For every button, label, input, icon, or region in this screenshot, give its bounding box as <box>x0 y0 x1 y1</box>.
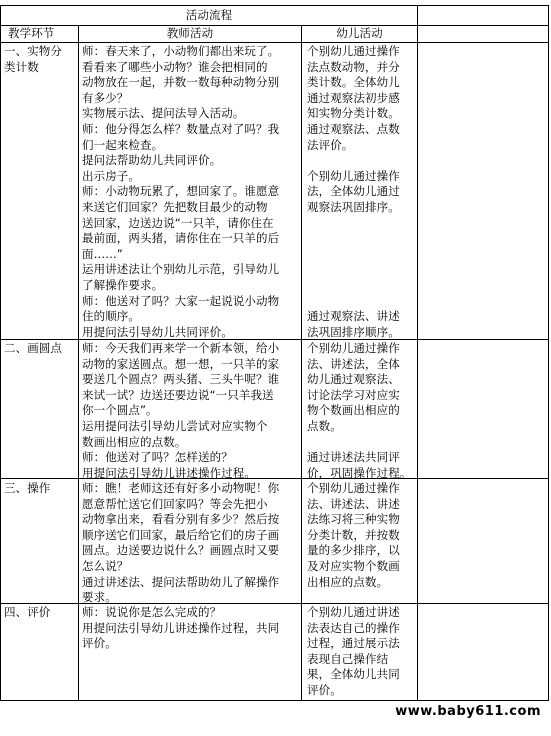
header-child-activity: 幼儿活动 <box>336 26 383 40</box>
header-teacher-activity: 教师活动 <box>166 26 214 40</box>
rule-top <box>0 5 549 6</box>
rule-col2 <box>301 25 302 701</box>
row4-child-activity: 个别幼儿通过讲述 法表达自己的操作 过程，通过展示法 表现自己操作结 果，全体幼儿共同 评价。 <box>307 605 400 697</box>
row4-teacher-activity: 师：说说你是怎么完成的？ 用提问法引导幼儿讲述操作过程，共同 评价。 <box>82 605 280 651</box>
rule-left <box>0 5 1 701</box>
row1-child-activity: 个别幼儿通过操作 法点数动物，并分 类计数。全体幼儿 通过观察法初步感 知实物分类计数。 通过观察法、点数 法评价。 个别幼儿通过操作 法，全体幼儿通过 观察法巩固排序。 通过观察法、讲述 法巩固排序顺序。 <box>307 44 400 339</box>
site-watermark: www.baby611.com <box>395 704 541 719</box>
row4-section: 四、评价 <box>4 605 51 619</box>
rule-right <box>548 5 549 701</box>
rule-bottom <box>0 700 549 701</box>
row3-section: 三、操作 <box>4 481 51 495</box>
row1-teacher-activity: 师：春天来了，小动物们都出来玩了。 看看来了哪些小动物？谁会把相同的 动物放在一起，并数一数每种动物分别 有多少？ 实物展示法、提问法导入活动。 师：他分得怎么样？数量点对了吗？我 们一起来检查。 提问法帮助幼儿共同评价。 出示房子。 师：小动物玩累了，想回家了。谁愿意 来送它们回家？先把数目最少的动物 送回家，边送边说“一只羊，请你住在 最前面，两头猪，请你住在一只羊的后 面……” 运用讲述法让个别幼儿示范，引导幼儿 了解操作要求。 师：他送对了吗？大家一起说说小动物 住的顺序。 用提问法引导幼儿共同评价。 <box>82 44 280 339</box>
row3-teacher-activity: 师：瞧！老师这还有好多小动物呢！你 愿意帮忙送它们回家吗？等会先把小 动物拿出来，看看分别有多少？然后按 顺序送它们回家，最后给它们的房子画 圆点。边送要边说什么？画圆点时又要 怎么说？ 通过讲述法、提问法帮助幼儿了解操作 要求。 <box>82 481 280 605</box>
rule-col1 <box>78 25 79 701</box>
row3-child-activity: 个别幼儿通过操作 法、讲述法、讲述 法练习将三种实物 分类计数，并按数 量的多少排序，以 及对应实物个数画 出相应的点数。 <box>307 481 400 589</box>
row2-section: 二、画圆点 <box>4 341 62 355</box>
rule-header-bottom <box>0 42 549 43</box>
header-section: 教学环节 <box>8 26 55 40</box>
row2-child-activity: 个别幼儿通过操作 法、讲述法，全体 幼儿通过观察法、 讨论法学习对应实 物个数画出相应的 点数。 通过讲述法共同评 价，巩固操作过程。 <box>307 341 412 480</box>
row1-section: 一、实物分 类计数 <box>4 44 62 74</box>
table-title: 活动流程 <box>185 8 233 22</box>
row2-teacher-activity: 师：今天我们再来学一个新本领，给小 动物的家送圆点。想一想，一只羊的家 要送几个圆点？两头猪、三头牛呢？谁 来试一试？边送还要边说“一只羊我送 你一个圆点”。 运用提问法引导幼儿尝试对应实物个 数画出相应的点数。 师：他送对了吗？怎样送的？ 用提问法引导幼儿讲述操作过程。 <box>82 341 280 480</box>
rule-col3 <box>417 5 418 701</box>
